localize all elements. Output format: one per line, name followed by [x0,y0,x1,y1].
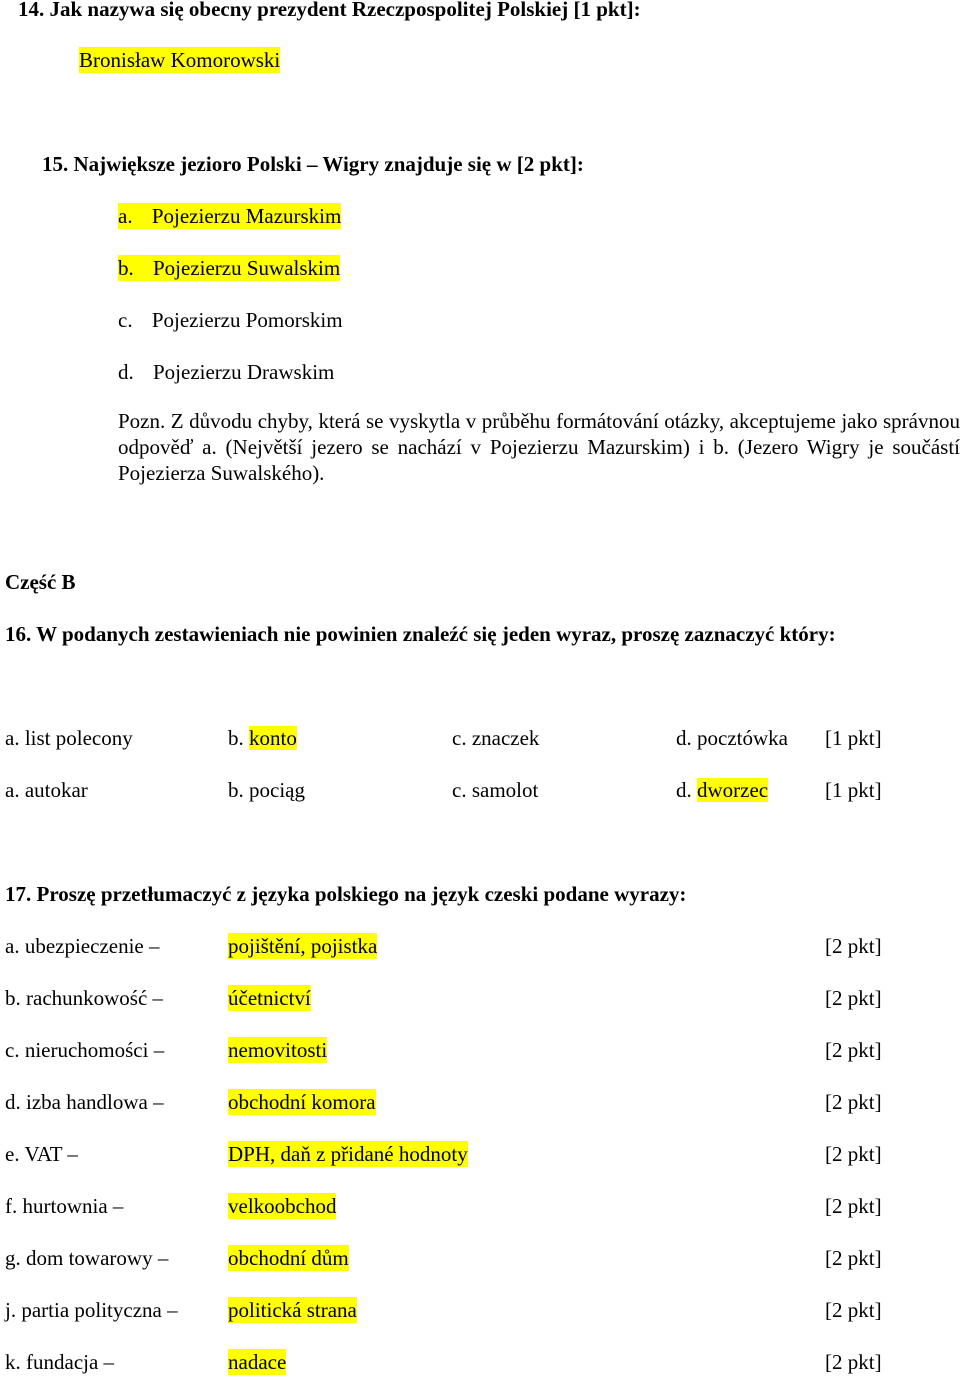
q16-row-1-c: c. znaczek [452,726,540,750]
option-letter: b. [118,256,134,280]
question-15: 15. Największe jezioro Polski – Wigry znajduje się w [2 pkt]: [42,152,584,176]
option-letter: d. [118,360,134,384]
q17-term: j. partia polityczna – [5,1298,178,1322]
q16-row-2-a: a. autokar [5,778,88,802]
q17-points: [2 pkt] [825,1090,882,1114]
option-c [118,307,343,333]
q17-term: c. nieruchomości – [5,1038,165,1062]
q16-row-1-a: a. list polecony [5,726,133,750]
q16-row-2-points: [1 pkt] [825,778,882,802]
q17-term: d. izba handlowa – [5,1090,164,1114]
answer-14: Bronisław Komorowski [79,48,281,72]
q16-row-2-c: c. samolot [452,778,539,802]
q17-answer: politická strana [228,1298,357,1322]
q17-term: b. rachunkowość – [5,986,164,1010]
q17-points: [2 pkt] [825,1194,882,1218]
q16-row-2-d: d. dworzec [676,778,769,802]
section-heading: Część B [5,570,76,594]
selected-word: konto [249,726,297,750]
note-paragraph: Pozn. Z důvodu chyby, která se vyskytla v průběhu formátování otázky, akceptujeme jako správnou odpověď a. (Největší jezero se nachází v Pojezierzu Mazurskim) i b. (Jezero Wigry je součástí Pojezierza Suwalského). [118,409,960,485]
option-text: Pojezierzu Suwalskim [153,256,341,280]
q17-points: [2 pkt] [825,986,882,1010]
q17-points: [2 pkt] [825,934,882,958]
q17-answer: účetnictví [228,986,311,1010]
q17-term: k. fundacja – [5,1350,115,1374]
q17-answer: DPH, daň z přidané hodnoty [228,1142,468,1166]
q17-answer: obchodní komora [228,1090,376,1114]
selected-word: dworzec [697,778,769,802]
question-14: 14. Jak nazywa się obecny prezydent Rzeczpospolitej Polskiej [1 pkt]: [18,0,641,21]
question-16: 16. W podanych zestawieniach nie powinien znaleźć się jeden wyraz, proszę zaznaczyć który: [5,622,836,646]
q17-answer: nemovitosti [228,1038,328,1062]
q17-points: [2 pkt] [825,1246,882,1270]
option-text: Pojezierzu Pomorskim [151,308,343,332]
q17-answer: velkoobchod [228,1194,337,1218]
option-text: Pojezierzu Mazurskim [151,204,342,228]
option-d [118,359,335,385]
q17-points: [2 pkt] [825,1142,882,1166]
q17-points: [2 pkt] [825,1298,882,1322]
q17-points: [2 pkt] [825,1038,882,1062]
option-b [118,255,340,281]
q17-answer: obchodní dům [228,1246,349,1270]
q16-row-1-points: [1 pkt] [825,726,882,750]
q17-term: f. hurtownia – [5,1194,124,1218]
q17-points: [2 pkt] [825,1350,882,1374]
q16-row-1-d: d. pocztówka [676,726,788,750]
q17-answer: nadace [228,1350,287,1374]
option-a [118,203,341,229]
option-letter: c. [118,308,133,332]
option-letter: a. [118,204,133,228]
question-17: 17. Proszę przetłumaczyć z języka polskiego na język czeski podane wyrazy: [5,882,687,906]
q17-answer: pojištění, pojistka [228,934,378,958]
option-text: Pojezierzu Drawskim [153,360,335,384]
q16-row-1-b: b. konto [228,726,297,750]
q16-row-2-b: b. pociąg [228,778,305,802]
q17-term: a. ubezpieczenie – [5,934,160,958]
q17-term: g. dom towarowy – [5,1246,169,1270]
q17-term: e. VAT – [5,1142,78,1166]
